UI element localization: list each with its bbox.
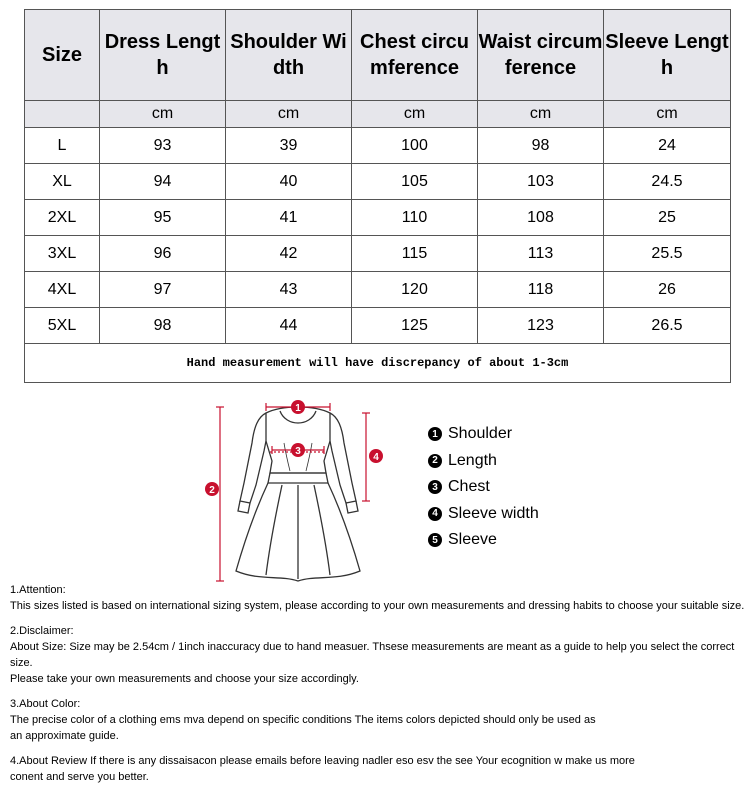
table-cell: 44: [226, 308, 352, 344]
table-row: [25, 128, 731, 164]
table-cell: 96: [100, 236, 226, 272]
table-row: [25, 308, 731, 344]
table-cell: 100: [352, 128, 478, 164]
table-cell: 120: [352, 272, 478, 308]
header-sleeve-length: Sleeve Length: [604, 10, 731, 101]
legend-number: 1: [428, 427, 442, 441]
table-cell: 39: [226, 128, 352, 164]
table-cell: 125: [352, 308, 478, 344]
size-cell: L: [25, 128, 100, 164]
unit-cell: cm: [604, 101, 731, 128]
table-cell: 43: [226, 272, 352, 308]
review-text: 4.About Review If there is any dissaisacon please emails before leaving nadler eso esv the see Your ecognition w make us more: [10, 755, 635, 767]
table-cell: 25: [604, 200, 731, 236]
color-title: 3.About Color:: [10, 698, 81, 710]
unit-row: [25, 101, 731, 128]
table-cell: 98: [100, 308, 226, 344]
table-cell: 123: [478, 308, 604, 344]
svg-text:2: 2: [209, 485, 215, 496]
table-row: [25, 272, 731, 308]
color-text: an approximate guide.: [10, 730, 119, 742]
measurement-legend: [428, 421, 539, 554]
size-chart-table: [24, 9, 731, 383]
table-cell: 115: [352, 236, 478, 272]
table-cell: 40: [226, 164, 352, 200]
table-cell: 24: [604, 128, 731, 164]
note-row: [25, 344, 731, 383]
table-cell: 108: [478, 200, 604, 236]
table-row: [25, 200, 731, 236]
measurement-note: Hand measurement will have discrepancy of about 1-3cm: [25, 344, 731, 383]
header-size: Size: [25, 10, 100, 101]
unit-cell: cm: [478, 101, 604, 128]
legend-label: Shoulder: [448, 425, 513, 443]
svg-text:1: 1: [295, 403, 301, 414]
size-cell: 4XL: [25, 272, 100, 308]
attention-text: This sizes listed is based on international sizing system, please according to your own measurements and dressing habits to choose your suitable size.: [10, 600, 745, 612]
header-row: [25, 10, 731, 101]
disclaimer-title: 2.Disclaimer:: [10, 625, 74, 637]
measurement-lines: [216, 403, 370, 581]
size-cell: 3XL: [25, 236, 100, 272]
legend-label: Sleeve: [448, 531, 497, 549]
table-cell: 118: [478, 272, 604, 308]
table-cell: 97: [100, 272, 226, 308]
disclaimer-text: Please take your own measurements and choose your size accordingly.: [10, 673, 359, 685]
svg-text:4: 4: [373, 452, 379, 463]
legend-number: 4: [428, 507, 442, 521]
marker-2: [205, 482, 219, 496]
legend-label: Chest: [448, 478, 490, 496]
table-cell: 98: [478, 128, 604, 164]
table-cell: 41: [226, 200, 352, 236]
legend-number: 5: [428, 533, 442, 547]
unit-cell: [25, 101, 100, 128]
size-notes: [10, 582, 745, 785]
table-cell: 26: [604, 272, 731, 308]
legend-label: Sleeve width: [448, 504, 539, 522]
legend-number: 3: [428, 480, 442, 494]
marker-3: [291, 443, 305, 457]
marker-1: [291, 400, 305, 414]
legend-item-chest: [428, 474, 539, 501]
table-cell: 26.5: [604, 308, 731, 344]
table-cell: 105: [352, 164, 478, 200]
table-cell: 42: [226, 236, 352, 272]
svg-text:3: 3: [295, 446, 301, 457]
legend-number: 2: [428, 454, 442, 468]
table-cell: 25.5: [604, 236, 731, 272]
table-cell: 94: [100, 164, 226, 200]
unit-cell: cm: [226, 101, 352, 128]
legend-label: Length: [448, 451, 497, 469]
header-chest-circumference: Chest circumference: [352, 10, 478, 101]
header-dress-length: Dress Length: [100, 10, 226, 101]
header-shoulder-width: Shoulder Width: [226, 10, 352, 101]
marker-4: [369, 449, 383, 463]
table-cell: 93: [100, 128, 226, 164]
legend-item-length: [428, 448, 539, 475]
legend-item-sleeve: [428, 527, 539, 554]
dress-outline: [236, 407, 360, 581]
legend-item-sleeve-width: [428, 501, 539, 528]
dress-measurement-diagram: [200, 393, 400, 588]
unit-cell: cm: [352, 101, 478, 128]
legend-item-shoulder: [428, 421, 539, 448]
attention-title: 1.Attention:: [10, 584, 66, 596]
size-cell: XL: [25, 164, 100, 200]
size-cell: 5XL: [25, 308, 100, 344]
color-text: The precise color of a clothing ems mva depend on specific conditions The items colors depicted should only be used as: [10, 714, 596, 726]
table-row: [25, 236, 731, 272]
table-cell: 24.5: [604, 164, 731, 200]
review-text: conent and serve you better.: [10, 771, 149, 783]
table-cell: 103: [478, 164, 604, 200]
table-cell: 110: [352, 200, 478, 236]
unit-cell: cm: [100, 101, 226, 128]
table-row: [25, 164, 731, 200]
disclaimer-text: About Size: Size may be 2.54cm / 1inch inaccuracy due to hand measuer. Thsese measurements are meant as a guide to help you select the correct size.: [10, 641, 735, 669]
table-cell: 113: [478, 236, 604, 272]
size-cell: 2XL: [25, 200, 100, 236]
header-waist-circumference: Waist circumference: [478, 10, 604, 101]
table-cell: 95: [100, 200, 226, 236]
